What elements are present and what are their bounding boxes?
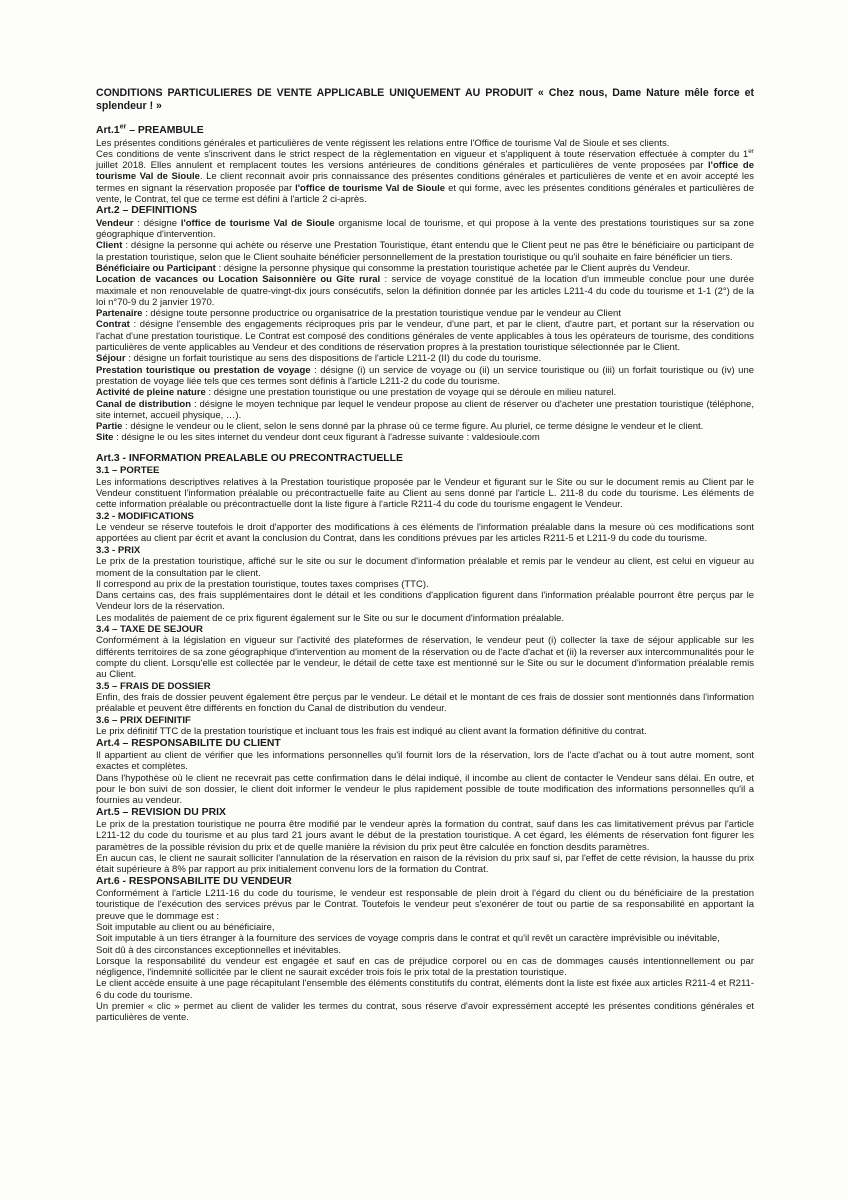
definition-site: Site : désigne le ou les sites internet du vendeur dont ceux figurant à l'adresse suivante : valdesioule.com	[96, 432, 540, 444]
section-3-2-text: Le vendeur se réserve toutefois le droit d'apporter des modifications à ces éléments de l'information préalable dans la mesure où ces modifications sont apportées au client par écrit et avant la conclusion du Contrat, dans les conditions prévues par les articles R211-5 et L211-9 du code du tourisme.	[96, 522, 754, 545]
definition-activite: Activité de pleine nature : désigne une prestation touristique ou une prestation de voyage qui se déroule en milieu naturel.	[96, 387, 617, 399]
article-6-paragraph-5: Lorsque la responsabilité du vendeur est engagée et sauf en cas de préjudice corporel ou en cas de dommages causés intentionnellement ou par négligence, l'indemnité sollicitée par le client ne saurait excéder trois fois le prix total de la prestation touristique.	[96, 955, 754, 979]
section-3-5-text: Enfin, des frais de dossier peuvent également être perçus par le vendeur. Le détail et le montant de ces frais de dossier sont mentionnés dans l'information préalable et peuvent être différents en fonction du Canal de distribution du vendeur.	[96, 692, 754, 715]
article-6-paragraph-3: Soit imputable à un tiers étranger à la fourniture des services de voyage compris dans le contrat et qu'il revêt un caractère imprévisible ou inévitable,	[96, 933, 720, 945]
article-3-heading: Art.3 - INFORMATION PREALABLE OU PRECONTRACTUELLE	[96, 452, 403, 464]
section-3-1-heading: 3.1 – PORTEE	[96, 465, 160, 477]
section-3-6-text: Le prix définitif TTC de la prestation touristique et incluant tous les frais est indiqué au client avant la formation définitive du contrat.	[96, 726, 647, 738]
article-1-heading: Art.1er – PREAMBULE	[96, 123, 204, 136]
article-6-paragraph-1: Conformément à l'article L211-16 du code du tourisme, le vendeur est responsable de plein droit à l'égard du client ou du bénéficiaire de la prestation touristique de l'exécution des services prévus par le Contrat. Toutefois le vendeur peut s'exonérer de tout ou partie de sa responsabilité en apportant la preuve que le dommage est :	[96, 888, 754, 922]
document-title: CONDITIONS PARTICULIERES DE VENTE APPLICABLE UNIQUEMENT AU PRODUIT « Chez nous, Dame Nature mêle force et splendeur ! »	[96, 87, 754, 112]
section-3-3-paragraph-3: Dans certains cas, des frais supplémentaires dont le détail et les conditions d'application figurent dans l'information préalable pourront être perçus par le Vendeur lors de la réservation.	[96, 590, 754, 613]
article-5-paragraph-1: Le prix de la prestation touristique ne pourra être modifié par le vendeur après la formation du contrat, sauf dans les cas limitativement prévus par l'article L211-12 du code du tourisme et au plus tard 21 jours avant le début de la prestation touristique. A cet égard, les éléments de réservation font figurer les paramètres de la possible révision du prix et de quelle manière la révision du prix peut être calculée en fonction desdits paramètres.	[96, 819, 754, 853]
definition-client: Client : désigne la personne qui achète ou réserve une Prestation Touristique, étant entendu que le Client peut ne pas être le bénéficiaire ou participant de la prestation touristique, selon que le Client souhaite bénéficier personnellement de la prestation touristique ou qu'il souhaite en faire bénéficier un tiers.	[96, 240, 754, 263]
article-2-heading: Art.2 – DEFINITIONS	[96, 205, 198, 217]
section-3-3-paragraph-2: Il correspond au prix de la prestation touristique, toutes taxes comprises (TTC).	[96, 578, 429, 590]
section-3-4-heading: 3.4 – TAXE DE SEJOUR	[96, 623, 203, 635]
article-6-paragraph-4: Soit dû à des circonstances exceptionnelles et inévitables.	[96, 944, 342, 956]
article-5-heading: Art.5 – REVISION DU PRIX	[96, 806, 226, 818]
definition-canal: Canal de distribution : désigne le moyen technique par lequel le vendeur propose au client de réserver ou d'acheter une prestation touristique (téléphone, site internet, accueil physique, …).	[96, 398, 754, 421]
article-1-paragraph-2: Ces conditions de vente s'inscrivent dans le strict respect de la règlementation en vigueur et s'appliquent à toute réservation effectuée à compter du 1er juillet 2018. Elles annulent et remplacent toutes les versions antérieures de conditions générales et particulières de vente proposées par l'office de tourisme Val de Sioule. Le client reconnait avoir pris connaissance des présentes conditions générales et particulières de vente et en avoir accepté les termes en signant la réservation proposée par l'office de tourisme Val de Sioule et qui forme, avec les présentes conditions générales et particulières de vente, le Contrat, tel que ce terme est défini à l'article 2 ci-après.	[96, 147, 755, 205]
article-6-heading: Art.6 - RESPONSABILITE DU VENDEUR	[96, 875, 292, 887]
section-gap	[96, 444, 754, 453]
section-3-5-heading: 3.5 – FRAIS DE DOSSIER	[96, 680, 211, 692]
article-6-paragraph-6: Le client accède ensuite à une page récapitulant l'ensemble des éléments constitutifs du contrat, éléments dont la liste est fixée aux articles R211-4 et R211-6 du code du tourisme.	[96, 978, 754, 1001]
article-4-paragraph-2: Dans l'hypothèse où le client ne recevrait pas cette confirmation dans le délai indiqué, il incombe au client de contacter le Vendeur sans délai. En outre, et pour le bon suivi de son dossier, le client doit informer le vendeur le plus rapidement possible de toute modification des informations personnelles qu'il a fournies au vendeur.	[96, 772, 754, 807]
definition-beneficiaire: Bénéficiaire ou Participant : désigne la personne physique qui consomme la prestation touristique achetée par le Client auprès du Vendeur.	[96, 262, 691, 274]
article-6-paragraph-7: Un premier « clic » permet au client de valider les termes du contrat, sous réserve d'avoir expressément accepté les présentes conditions générales et particulières de vente.	[96, 1001, 754, 1024]
definition-contrat: Contrat : désigne l'ensemble des engagements réciproques pris par le vendeur, d'une part, et par le client, d'autre part, et portant sur la réservation ou l'achat d'une prestation touristique. Le Contrat est composé des conditions générales de vente applicables à tous les opérateurs de tourisme, des conditions particulières de vente applicables au Vendeur et des conditions de réservation propres à la prestation touristique sélectionnée par le Client.	[96, 319, 754, 354]
article-1-paragraph-1: Les présentes conditions générales et particulières de vente régissent les relations entre l'Office de tourisme Val de Sioule et ses clients.	[96, 137, 670, 149]
definition-partenaire: Partenaire : désigne toute personne productrice ou organisatrice de la prestation touristique vendue par le vendeur au Client	[96, 308, 621, 320]
article-4-heading: Art.4 – RESPONSABILITE DU CLIENT	[96, 737, 281, 749]
section-3-3-paragraph-1: Le prix de la prestation touristique, affiché sur le site ou sur le document d'information préalable et remis par le vendeur au client, est celui en vigueur au moment de la consultation par le client.	[96, 556, 754, 579]
definition-partie: Partie : désigne le vendeur ou le client, selon le sens donné par la phrase où ce terme figure. Au pluriel, ce terme désigne le vendeur et le client.	[96, 421, 704, 433]
section-3-1-text: Les informations descriptives relatives à la Prestation touristique proposée par le Vendeur et figurant sur le Site ou sur le document remis au Client par le Vendeur constituent l'information préalable ou précontractuelle faite au Client au sens donné par l'article L. 211-8 du code du tourisme. Les éléments de cette information préalable ou précontractuelle dont la liste figure à l'article R211-4 du code du tourisme engagent le Vendeur.	[96, 476, 754, 511]
article-6-paragraph-2: Soit imputable au client ou au bénéficiaire,	[96, 921, 275, 933]
section-3-6-heading: 3.6 – PRIX DEFINITIF	[96, 714, 191, 726]
definition-sejour: Séjour : désigne un forfait touristique au sens des dispositions de l'article L211-2 (II) du code du tourisme.	[96, 353, 542, 365]
definition-location: Location de vacances ou Location Saisonnière ou Gîte rural : service de voyage constitué de la location d'un immeuble conclue pour une durée maximale et non renouvelable de quatre-vingt-dix jours consécutifs, selon la définition donnée par les articles L211-4 du code du tourisme et 1-1 (2°) de la loi n°70-9 du 2 janvier 1970.	[96, 274, 754, 308]
definition-prestation: Prestation touristique ou prestation de voyage : désigne (i) un service de voyage ou (ii) un service touristique ou (iii) un forfait touristique ou (iv) une prestation de voyage liée tels que ces termes sont définis à l'article L211-2 du code du tourisme.	[96, 364, 755, 387]
section-3-3-paragraph-4: Les modalités de paiement de ce prix figurent également sur le Site ou sur le document d'information préalable.	[96, 612, 565, 624]
section-3-3-heading: 3.3 - PRIX	[96, 544, 141, 556]
article-5-paragraph-2: En aucun cas, le client ne saurait solliciter l'annulation de la réservation en raison de la révision du prix sauf si, par l'effet de cette révision, la hausse du prix était supérieure à 8% par rapport au prix initialement convenu lors de la formation du Contrat.	[96, 852, 754, 876]
section-3-4-text: Conformément à la législation en vigueur sur l'activité des plateformes de réservation, le vendeur peut (i) collecter la taxe de séjour applicable sur les différents territoires de sa zone géographique d'intervention au moment de la réservation ou de l'acte d'achat et (ii) la reverser aux intercommunalités pour le compte du client. Lorsqu'elle est collectée par le vendeur, le détail de cette taxe est mentionné sur le Site ou sur le document d'information préalable remis au Client.	[96, 635, 754, 681]
section-3-2-heading: 3.2 - MODIFICATIONS	[96, 510, 194, 522]
article-4-paragraph-1: Il appartient au client de vérifier que les informations personnelles qu'il fournit lors de la réservation, lors de l'acte d'achat ou à tout autre moment, sont exactes et complètes.	[96, 750, 754, 773]
definition-vendeur: Vendeur : désigne l'office de tourisme Val de Sioule organisme local de tourisme, et qui propose à la vente des prestations touristiques sur sa zone géographique d'intervention.	[96, 217, 754, 241]
